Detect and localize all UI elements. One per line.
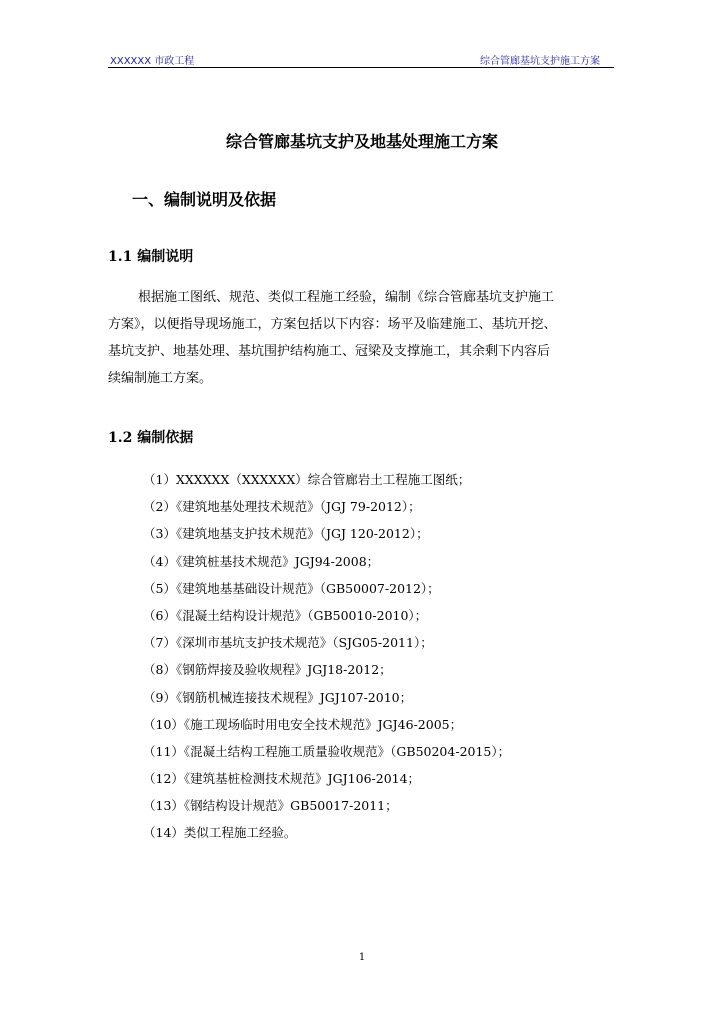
paragraph-line: 基坑支护、地基处理、基坑围护结构施工、冠梁及支撑施工，其余剩下内容后 [108,344,551,359]
reference-item: （2）《建筑地基处理技术规范》（JGJ 79-2012）； [143,499,421,515]
reference-list [143,470,510,851]
paragraph-line: 续编制施工方案。 [108,371,213,386]
reference-item: （8）《钢筋焊接及验收规程》JGJ18-2012； [143,662,392,678]
reference-item: （11）《混凝土结构工程施工质量验收规范》（GB50204-2015）； [143,743,511,759]
reference-item: （13）《钢结构设计规范》GB50017-2011； [143,798,398,814]
header-project-name: XXXXXX 市政工程 [110,56,195,67]
reference-item: （3）《建筑地基支护技术规范》（JGJ 120-2012）； [143,526,429,542]
document-title: 综合管廊基坑支护及地基处理施工方案 [225,132,498,151]
reference-item: （14）类似工程施工经验。 [143,825,297,841]
description-paragraph [108,288,628,396]
header-document-title: 综合管廊基坑支护施工方案 [480,56,600,67]
reference-item: （4）《建筑桩基技术规范》JGJ94-2008； [143,553,380,569]
reference-item: （7）《深圳市基坑支护技术规范》（SJG05-2011）； [143,635,433,651]
reference-item: （6）《混凝土结构设计规范》（GB50010-2010）； [143,607,428,623]
reference-item: （12）《建筑基桩检测技术规范》JGJ106-2014； [143,771,421,787]
subsection-heading-1-2: 1.2 编制依据 [108,430,194,446]
reference-item: （10）《施工现场临时用电安全技术规范》JGJ46-2005； [143,716,463,732]
reference-item: （5）《建筑地基基础设计规范》（GB50007-2012）； [143,580,440,596]
header-rule [108,67,614,68]
section-heading: 一、编制说明及依据 [132,190,277,209]
reference-item: （1）XXXXXX（XXXXXX）综合管廊岩土工程施工图纸； [143,472,471,487]
subsection-heading-1-1: 1.1 编制说明 [108,249,194,265]
page-number: 1 [358,952,366,963]
paragraph-line: 根据施工图纸、规范、类似工程施工经验，编制《综合管廊基坑支护施工 [138,290,555,305]
paragraph-line: 方案》，以便指导现场施工，方案包括以下内容：场平及临建施工、基坑开挖、 [108,317,557,332]
reference-item: （9）《钢筋机械连接技术规程》JGJ107-2010； [143,689,413,705]
page-header [108,52,614,68]
